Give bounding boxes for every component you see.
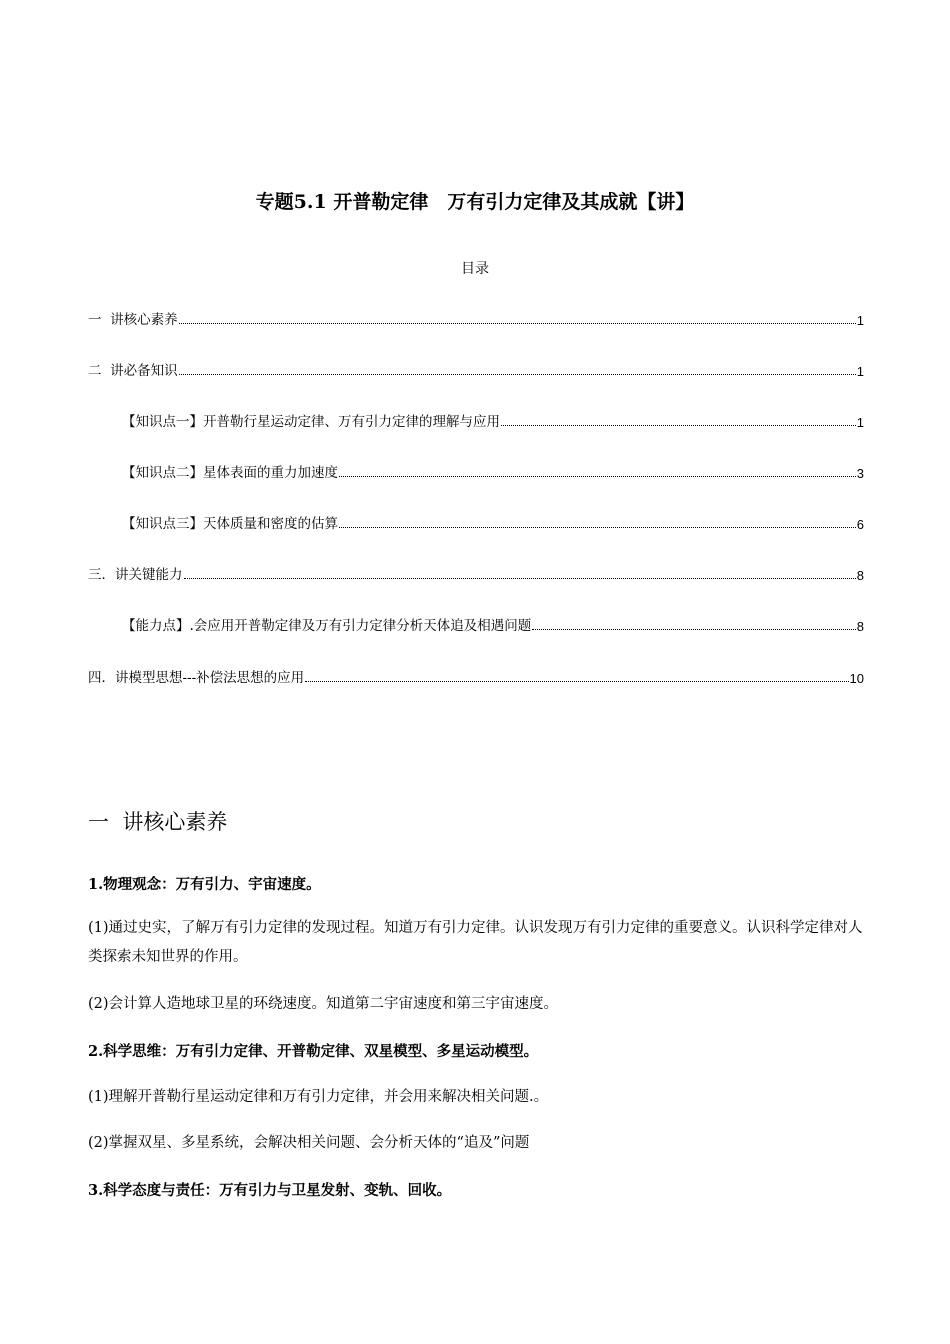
section-paragraph: 1.物理观念：万有引力、宇宙速度。 [88,876,321,893]
toc-entry-knowledge-point-1[interactable] [122,410,864,430]
toc-leader-dots [501,425,856,426]
toc-leader-dots [184,578,856,579]
toc-entry-model-thinking[interactable] [88,666,864,686]
toc-page-number: 10 [849,671,864,686]
toc-page-number: 1 [856,415,864,430]
section-paragraph: 3.科学态度与责任：万有引力与卫星发射、变轨、回收。 [88,1182,452,1199]
toc-entry-knowledge-point-2[interactable] [122,461,864,481]
toc-entry-ability-point[interactable] [122,614,864,634]
toc-heading: 目录 [461,261,489,277]
toc-entry-text: 【知识点三】天体质量和密度的估算 [122,516,338,532]
toc-page-number: 3 [856,466,864,481]
section-heading: 一 讲核心素养 [88,810,228,834]
toc-entry-text: 一 讲核心素养 [88,312,178,328]
toc-leader-dots [179,323,856,324]
toc-leader-dots [339,527,856,528]
section-paragraph: (1)理解开普勒行星运动定律和万有引力定律，并会用来解决相关问题.。 [88,1089,549,1105]
toc-entry-essential-knowledge[interactable] [88,359,864,379]
toc-entry-knowledge-point-3[interactable] [122,512,864,532]
toc-entry-text: 【知识点二】星体表面的重力加速度 [122,465,338,481]
section-paragraph: (2)掌握双星、多星系统，会解决相关问题、会分析天体的“追及”问题 [88,1135,530,1151]
toc-entry-text: 【知识点一】开普勒行星运动定律、万有引力定律的理解与应用 [122,414,500,430]
toc-page-number: 8 [856,568,864,583]
toc-page-number: 1 [856,313,864,328]
toc-entry-text: 四．讲模型思想---补偿法思想的应用 [88,670,305,686]
toc-leader-dots [532,629,855,630]
toc-entry-text: 三．讲关键能力 [88,567,183,583]
document-title: 专题5.1 开普勒定律 万有引力定律及其成就【讲】 [255,191,695,213]
toc-page-number: 6 [856,517,864,532]
toc-entry-text: 【能力点】.会应用开普勒定律及万有引力定律分析天体追及相遇问题 [122,618,532,634]
toc-leader-dots [305,681,848,682]
toc-entry-core-literacy[interactable] [88,308,864,328]
section-paragraph: (2)会计算人造地球卫星的环绕速度。知道第二宇宙速度和第三宇宙速度。 [88,996,559,1012]
toc-entry-key-abilities[interactable] [88,563,864,583]
toc-page-number: 8 [856,619,864,634]
section-paragraph: (1)通过史实，了解万有引力定律的发现过程。知道万有引力定律。认识发现万有引力定律的重要意义。认识科学定律对人类探索未知世界的作用。 [88,920,863,965]
toc-page-number: 1 [856,364,864,379]
toc-leader-dots [179,374,856,375]
toc-entry-text: 二 讲必备知识 [88,363,178,379]
toc-leader-dots [339,476,856,477]
section-paragraph: 2.科学思维：万有引力定律、开普勒定律、双星模型、多星运动模型。 [88,1043,539,1060]
